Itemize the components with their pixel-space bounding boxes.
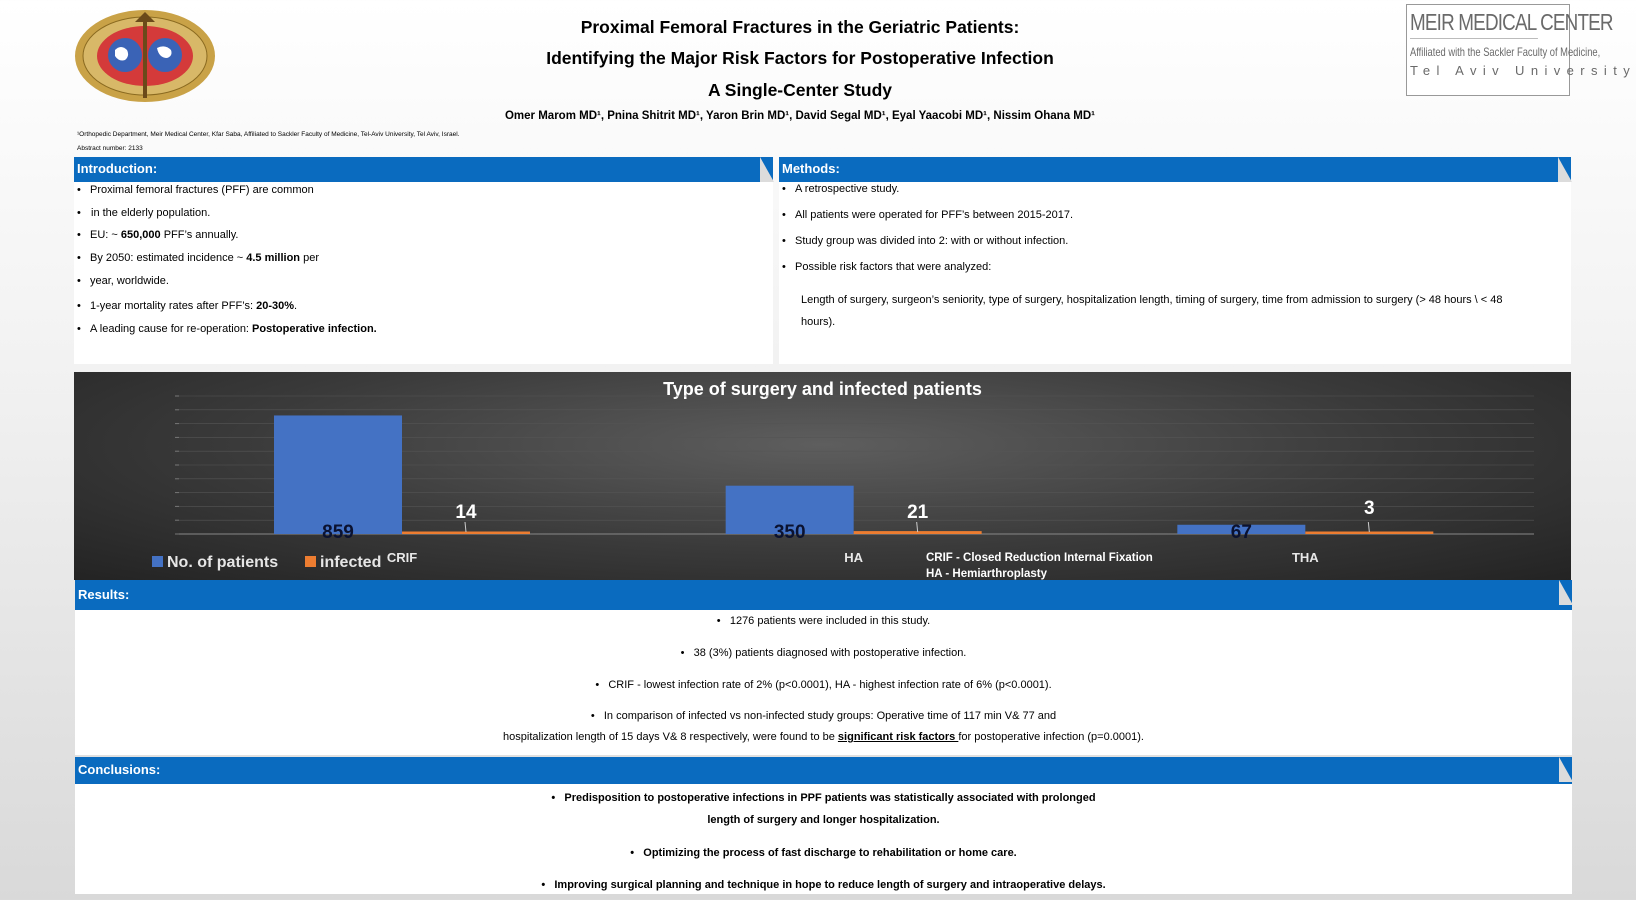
result-line-5: hospitalization length of 15 days V& 8 respectively, were found to be significant risk factors for postoperative infection (p=0.0001). — [503, 731, 1144, 743]
intro-item: • By 2050: estimated incidence ~ 4.5 million per — [74, 252, 773, 275]
legend-swatch — [305, 556, 316, 567]
results-heading: Results: — [75, 580, 1572, 610]
data-label-infected: 21 — [907, 502, 929, 523]
results-panel — [75, 610, 1572, 755]
conclusions-panel — [75, 784, 1572, 894]
poster-title-line-2: Identifying the Major Risk Factors for Postoperative Infection — [546, 48, 1054, 68]
result-line-3: • CRIF - lowest infection rate of 2% (p<0.0001), HA - highest infection rate of 6% (p<0.0001). — [595, 679, 1052, 691]
conclusion-line-2: • Optimizing the process of fast discharge to rehabilitation or home care. — [630, 847, 1017, 859]
introduction-heading: Introduction: — [74, 157, 773, 182]
result-line-4: • In comparison of infected vs non-infected study groups: Operative time of 117 min V& 77 and — [590, 710, 1057, 722]
result-line-1: • 1276 patients were included in this study. — [716, 615, 931, 627]
data-label-patients: 859 — [322, 522, 354, 543]
chart-title: Type of surgery and infected patients — [663, 379, 982, 399]
chart-canvas — [74, 372, 1571, 580]
data-label-infected: 3 — [1364, 498, 1375, 519]
methods-heading: Methods: — [779, 157, 1571, 182]
risk-factors-line-1: Length of surgery, surgeon’s seniority, type of surgery, hospitalization length, timing of surgery, time from admission to surgery (> 48 hours \ < 48 — [801, 294, 1503, 306]
methods-panel — [779, 182, 1571, 364]
data-label-infected: 14 — [455, 502, 477, 523]
intro-item-continued: • in the elderly population. — [74, 207, 773, 229]
label-leader — [1368, 522, 1369, 532]
legend-label: No. of patients — [167, 554, 279, 571]
logo-university: Tel Aviv University — [1410, 63, 1636, 78]
legend-label: infected — [320, 554, 382, 571]
conclusion-line-3: • Improving surgical planning and technique in hope to reduce length of surgery and intraoperative delays. — [541, 879, 1106, 891]
methods-item: • All patients were operated for PFF’s between 2015-2017. — [779, 209, 1571, 235]
affiliation: ¹Orthopedic Department, Meir Medical Center, Kfar Saba, Affiliated to Sackler Faculty of Medicine, Tel-Aviv University, Tel Aviv, Israel. — [77, 131, 460, 138]
category-label: THA — [1291, 550, 1319, 565]
intro-item: • A leading cause for re-operation: Postoperative infection. — [74, 323, 773, 346]
significant-risk-factors: significant risk factors — [837, 731, 959, 743]
methods-item: • Possible risk factors that were analyzed: — [779, 261, 1571, 289]
abstract-number: Abstract number: 2133 — [77, 145, 143, 152]
chart-note: CRIF - Closed Reduction Internal Fixation — [926, 552, 1153, 564]
poster-title-line-3: A Single-Center Study — [707, 80, 893, 100]
authors: Omer Marom MD¹, Pnina Shitrit MD¹, Yaron Brin MD¹, David Segal MD¹, Eyal Yaacobi MD¹, Nissim Ohana MD¹ — [504, 110, 1095, 122]
intro-item: • EU: ~ 650,000 PFF’s annually. — [74, 229, 773, 252]
conclusion-line-1a: • Predisposition to postoperative infections in PPF patients was statistically associated with prolonged — [551, 792, 1096, 804]
data-label-patients: 67 — [1230, 522, 1252, 543]
label-leader — [465, 522, 466, 532]
risk-factors-line-2: hours). — [801, 316, 836, 328]
legend-swatch — [152, 556, 163, 567]
category-label: CRIF — [386, 550, 418, 565]
data-label-patients: 350 — [773, 522, 806, 543]
methods-item: • A retrospective study. — [779, 183, 1571, 209]
chart-note: HA - Hemiarthroplasty — [926, 568, 1047, 580]
conclusions-heading: Conclusions: — [75, 757, 1572, 784]
introduction-panel — [74, 182, 773, 364]
bar-patients — [274, 415, 402, 534]
intro-item: • Proximal femoral fractures (PFF) are common — [74, 184, 773, 207]
methods-item: • Study group was divided into 2: with or without infection. — [779, 235, 1571, 261]
conclusion-line-1b: length of surgery and longer hospitalization. — [707, 814, 940, 826]
surgery-type-chart — [74, 372, 1571, 580]
label-leader — [917, 522, 918, 532]
category-label: HA — [844, 550, 864, 565]
result-line-2: • 38 (3%) patients diagnosed with postoperative infection. — [680, 647, 967, 659]
poster-title-line-1: Proximal Femoral Fractures in the Geriatric Patients: — [580, 17, 1020, 37]
logo-affiliation: Affiliated with the Sackler Faculty of Medicine, — [1410, 45, 1601, 59]
intro-item: • 1-year mortality rates after PFF’s: 20-30%. — [74, 300, 773, 323]
logo-name: MEIR MEDICAL CENTER — [1410, 9, 1538, 39]
intro-item-continued: • year, worldwide. — [74, 275, 773, 300]
